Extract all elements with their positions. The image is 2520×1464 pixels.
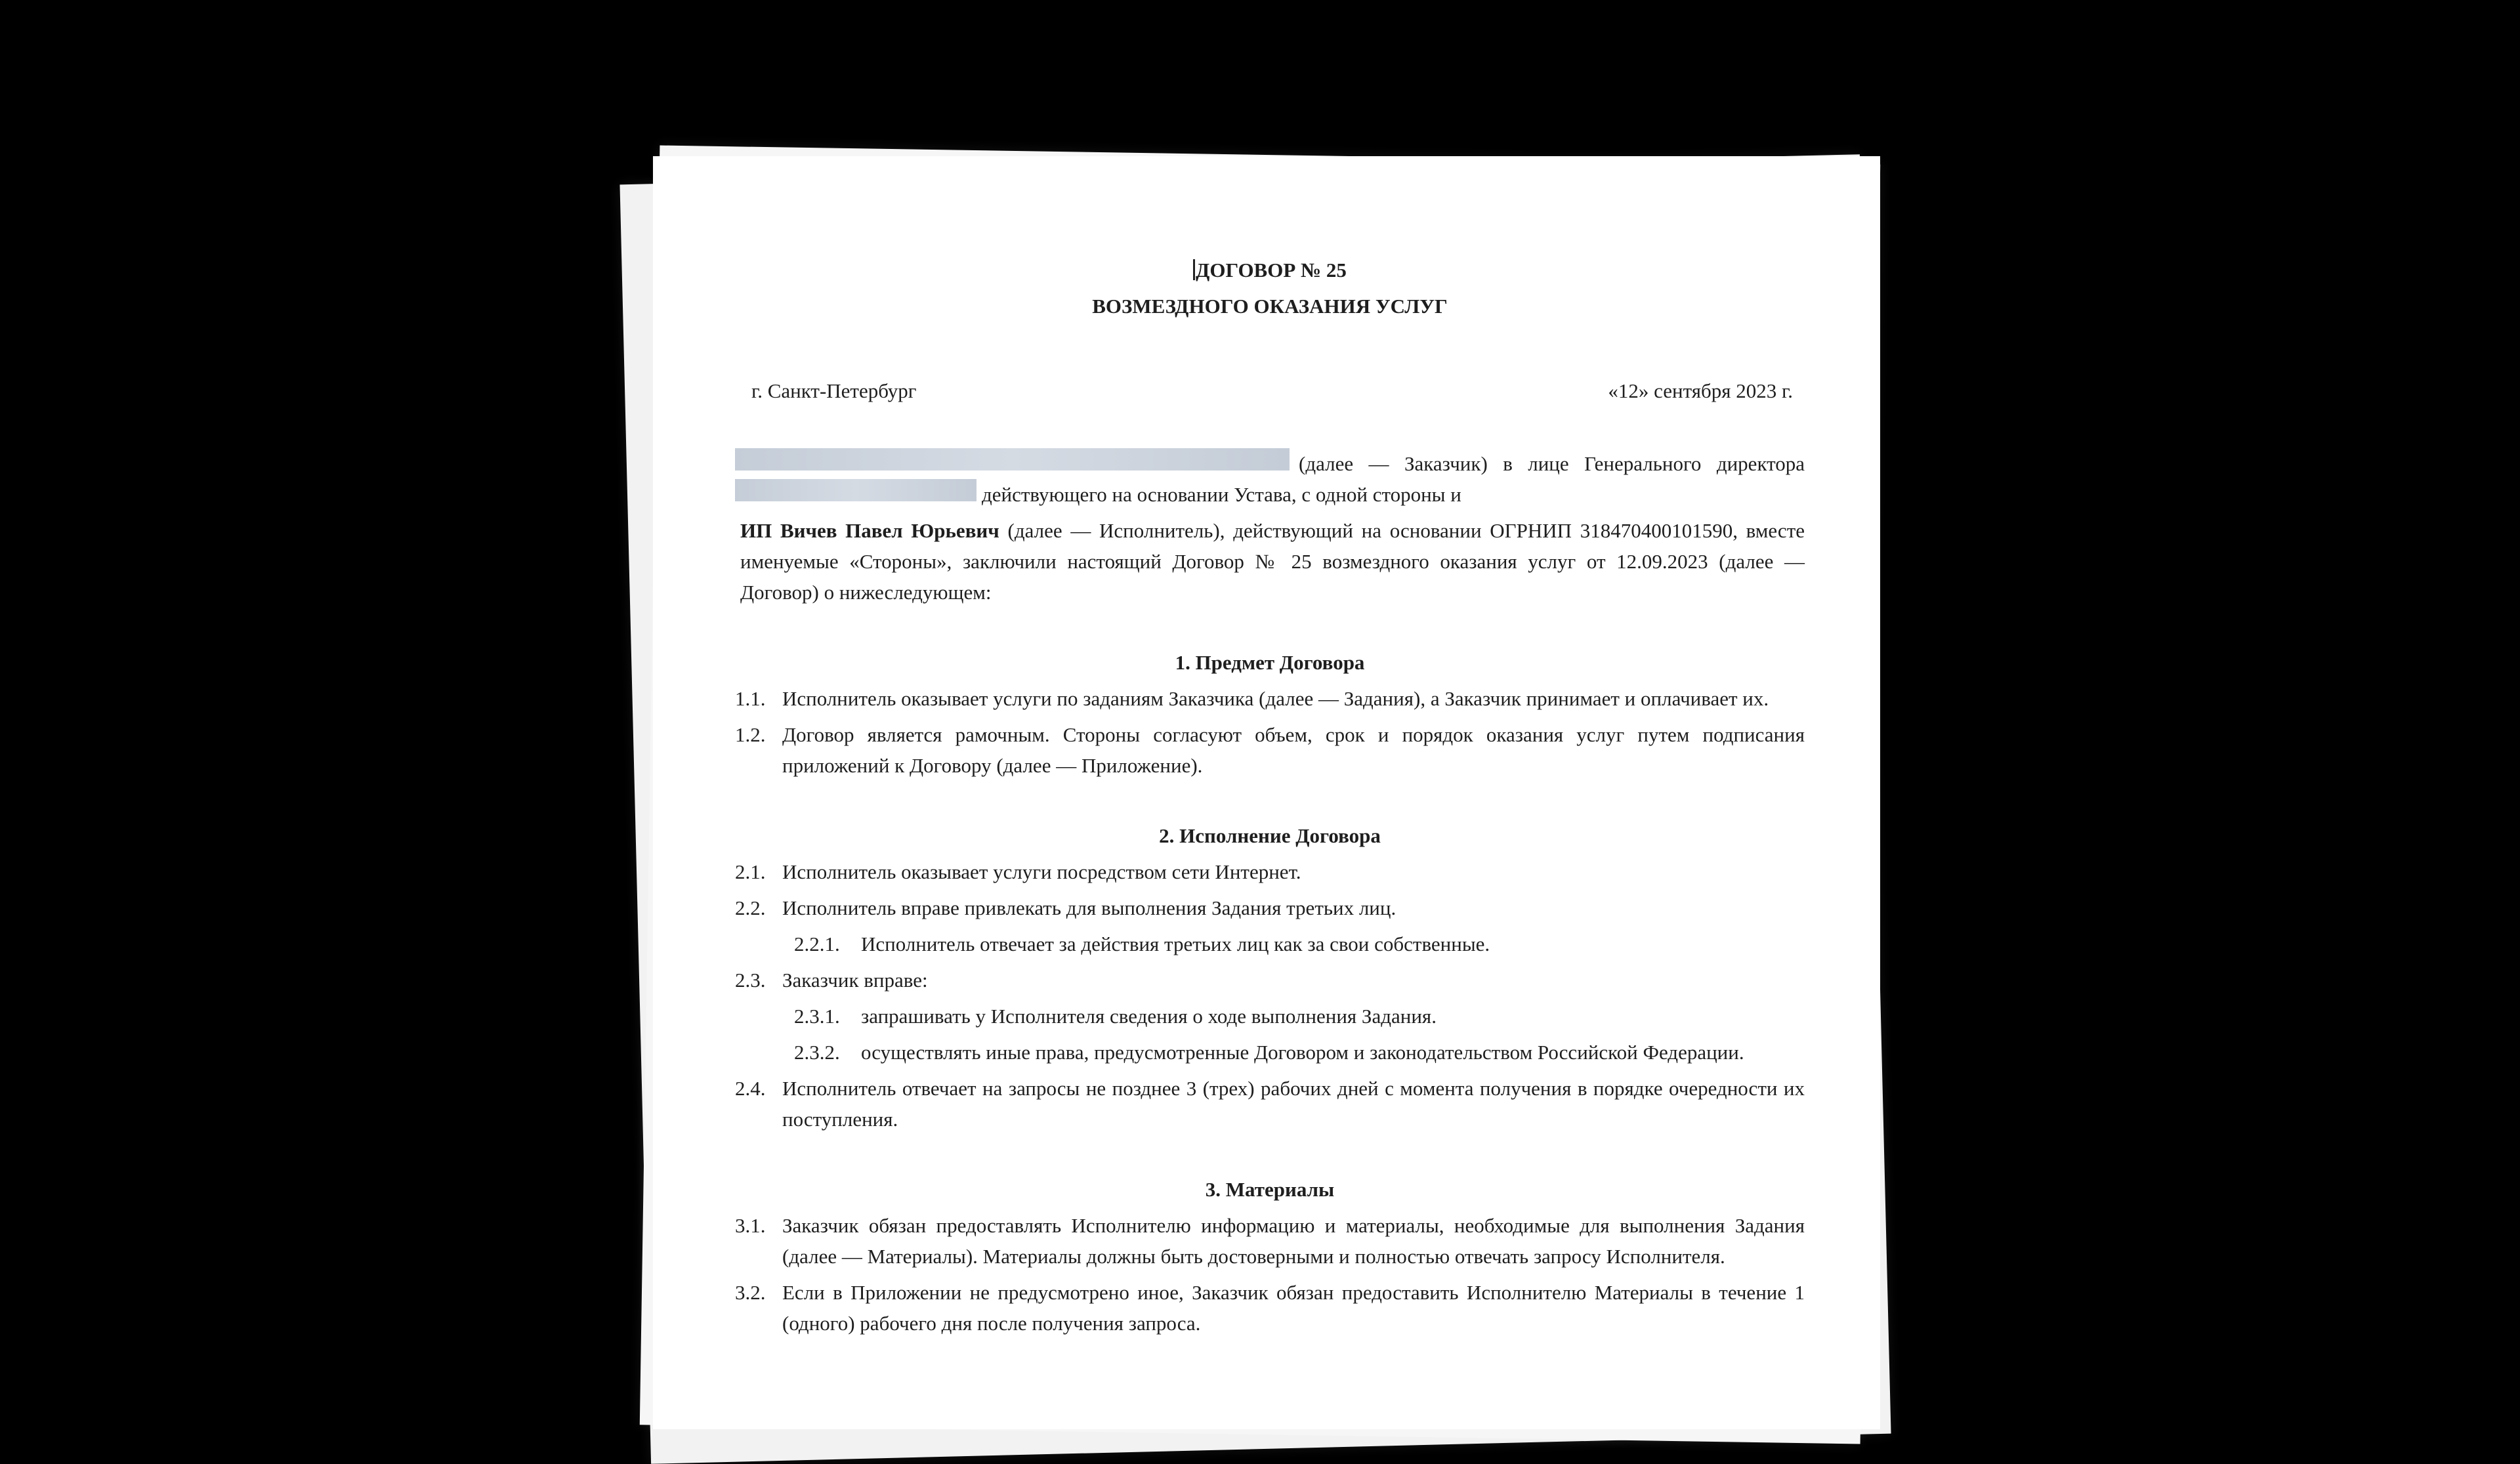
document-page (653, 156, 1880, 1429)
clause (735, 965, 1805, 995)
clause-number: 2.4. (735, 1077, 766, 1100)
redacted-director-name (735, 479, 976, 501)
clause (735, 719, 1805, 781)
contract-date: «12» сентября 2023 г. (1608, 379, 1793, 402)
subclause (735, 1001, 1805, 1032)
contractor-name: ИП Вичев Павел Юрьевич (740, 519, 999, 542)
clause-number: 2.3.1. (794, 1005, 840, 1028)
clause-number: 1.1. (735, 687, 766, 710)
parties-paragraph (735, 515, 1805, 608)
document-subtitle: ВОЗМЕЗДНОГО ОКАЗАНИЯ УСЛУГ (1092, 295, 1448, 318)
clause-text: запрашивать у Исполнителя сведения о ходе выполнения Задания. (861, 1005, 1437, 1028)
clause-text: Исполнитель отвечает за действия третьих лиц как за свои собственные. (861, 932, 1490, 955)
clause (735, 1277, 1805, 1339)
clause-text: Исполнитель вправе привлекать для выполнения Задания третьих лиц. (782, 896, 1396, 919)
subclause (735, 1037, 1805, 1068)
clause-text: Исполнитель оказывает услуги по заданиям Заказчика (далее — Задания), а Заказчик принимает и оплачивает их. (782, 687, 1769, 710)
intro-line-1: (далее — Заказчик) в лице Генерального директора (1299, 452, 1805, 475)
clause (735, 892, 1805, 923)
clause (735, 683, 1805, 714)
place-date-row (735, 375, 1805, 406)
document-title (735, 255, 1805, 285)
clause (735, 856, 1805, 887)
redacted-customer-name (735, 448, 1290, 471)
intro-paragraph (735, 448, 1805, 510)
clause-text: осуществлять иные права, предусмотренные Договором и законодательством Российской Федерации. (861, 1041, 1744, 1064)
section-title: 2. Исполнение Договора (1159, 824, 1381, 847)
clause-number: 1.2. (735, 723, 766, 746)
clause-number: 3.2. (735, 1281, 766, 1304)
clause-text: Если в Приложении не предусмотрено иное, Заказчик обязан предоставить Исполнителю Материалы в течение 1 (одного) рабочего дня после получения запроса. (782, 1281, 1805, 1335)
text-cursor (1193, 259, 1195, 280)
clause-number: 2.2.1. (794, 932, 840, 955)
parties-text: (далее — Исполнитель), действующий на основании ОГРНИП 318470400101590, вместе именуемые «Стороны», заключили настоящий Договор № 25 возмездного оказания услуг от 12.09.2023 (далее — Договор) о нижеследующем: (740, 519, 1805, 604)
clause-text: Исполнитель оказывает услуги посредством сети Интернет. (782, 860, 1301, 883)
subclause (735, 929, 1805, 959)
clause-text: Договор является рамочным. Стороны согласуют объем, срок и порядок оказания услуг путем подписания приложений к Договору (далее — Приложение). (782, 723, 1805, 777)
clause-number: 2.2. (735, 896, 766, 919)
clause-text: Исполнитель отвечает на запросы не позднее 3 (трех) рабочих дней с момента получения в порядке очередности их поступления. (782, 1077, 1805, 1131)
section-title: 3. Материалы (1205, 1178, 1335, 1201)
clause-number: 2.1. (735, 860, 766, 883)
clause (735, 1073, 1805, 1135)
clause-number: 2.3.2. (794, 1041, 840, 1064)
clause-text: Заказчик обязан предоставлять Исполнителю информацию и материалы, необходимые для выполнения Задания (далее — Материалы). Материалы должны быть достоверными и полностью отвечать запросу Исполнителя. (782, 1214, 1805, 1268)
clause-number: 2.3. (735, 969, 766, 992)
clause-text: Заказчик вправе: (782, 969, 928, 992)
clause-number: 3.1. (735, 1214, 766, 1237)
city: г. Санкт-Петербург (751, 379, 917, 402)
intro-line-2: действующего на основании Устава, с одной стороны и (982, 483, 1461, 506)
document-content (735, 255, 1805, 1339)
title-line-1: ДОГОВОР № 25 (1196, 259, 1347, 282)
section-title: 1. Предмет Договора (1175, 651, 1365, 674)
clause (735, 1210, 1805, 1272)
